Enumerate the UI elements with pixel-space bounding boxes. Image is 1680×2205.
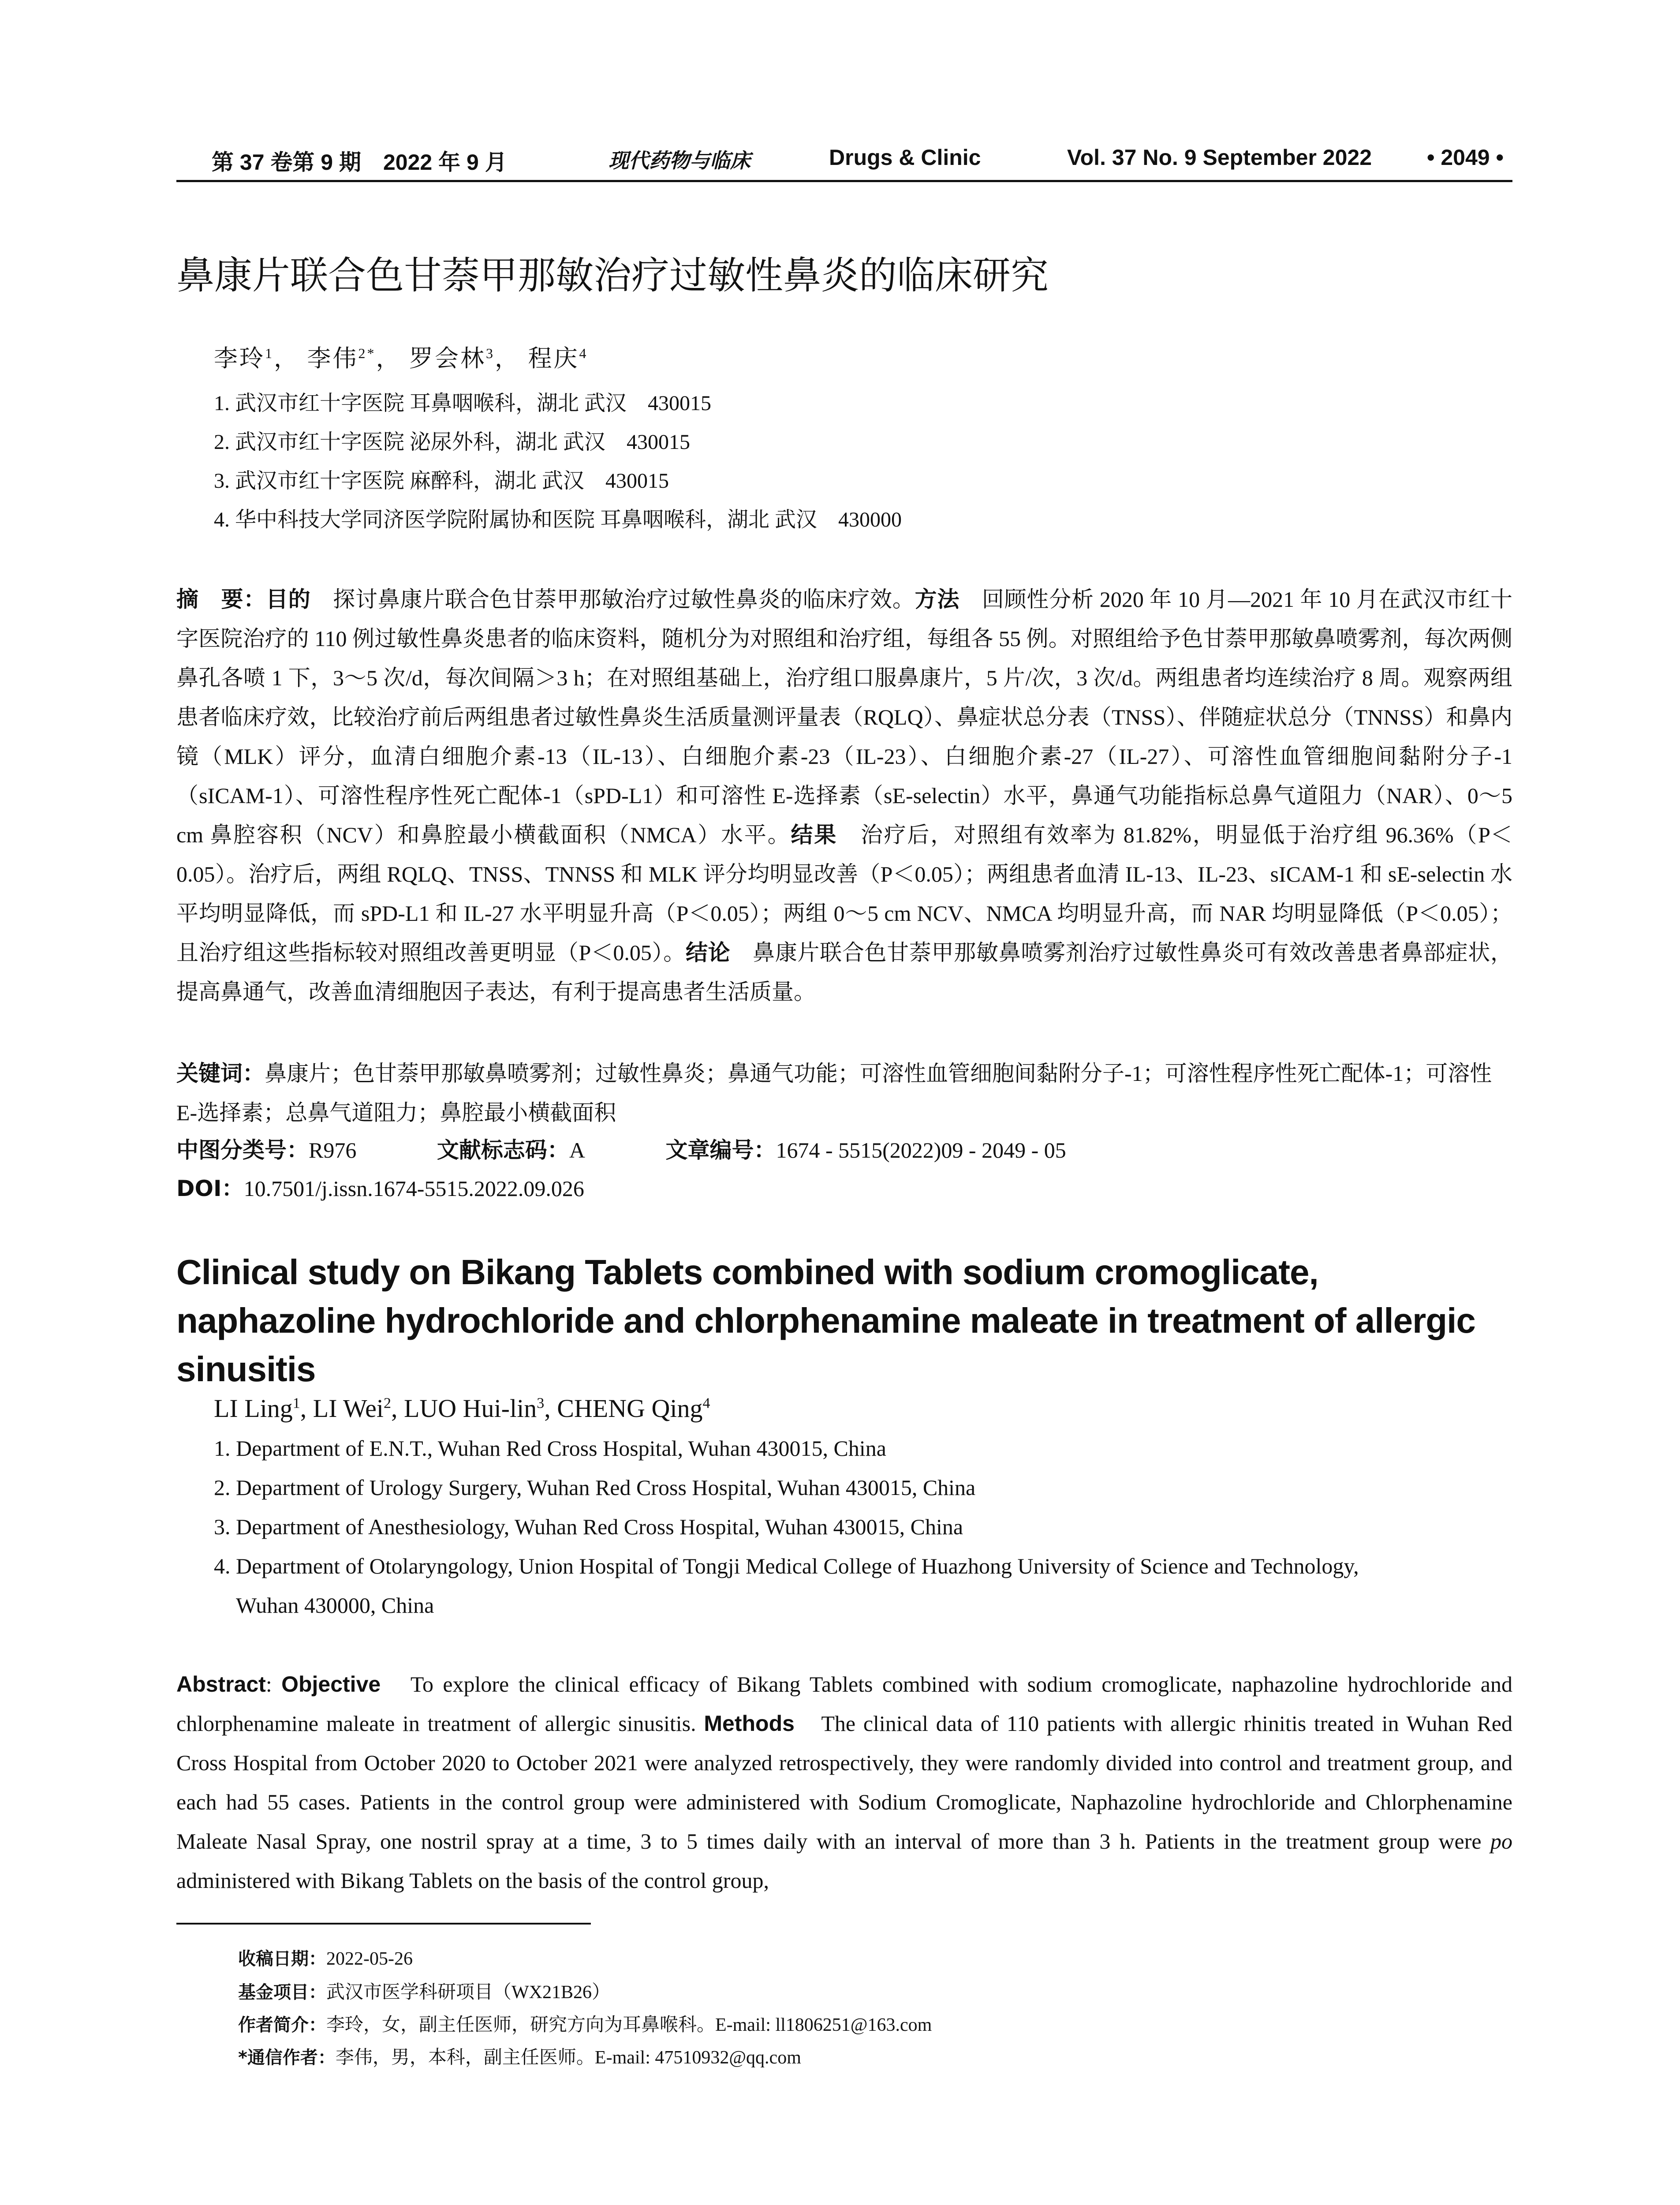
author-name: LI Wei [313, 1394, 384, 1423]
abstract-label: Abstract [176, 1672, 266, 1697]
doi-line [176, 1171, 584, 1203]
footnote-text: 武汉市医学科研项目（WX21B26） [326, 1982, 610, 2003]
author-affiliation-mark: 2 [383, 1395, 391, 1412]
author-name: 罗会林 [409, 345, 486, 372]
conclusion-label: 结论 [685, 940, 731, 965]
abstract-label: 摘 要： [176, 587, 266, 612]
article-title-cn: 鼻康片联合色甘萘甲那敏治疗过敏性鼻炎的临床研究 [176, 254, 1049, 298]
affiliation-list-cn [214, 386, 902, 541]
keywords-label: 关键词： [176, 1061, 265, 1086]
results-label: 结果 [791, 822, 838, 848]
methods-label: 方法 [915, 587, 960, 612]
objective-text: To explore the clinical efficacy of Bikang Tablets combined with sodium cromoglicate, naphazoline hydrochloride and chlorphenamine maleate in treatment of allergic sinusitis. [176, 1672, 1512, 1736]
doi-label: DOI： [176, 1176, 244, 1201]
issue-info-cn: 第 37 卷第 9 期 2022 年 9 月 [212, 150, 507, 175]
affiliation-item: 2. Department of Urology Surgery, Wuhan Red Cross Hospital, Wuhan 430015, China [214, 1475, 976, 1500]
affiliation-item: 1. Department of E.N.T., Wuhan Red Cross Hospital, Wuhan 430015, China [214, 1436, 886, 1461]
volume-info-en: Vol. 37 No. 9 September 2022 [1067, 145, 1372, 170]
objective-label: Objective [281, 1672, 381, 1697]
footnote-corresponding [238, 2043, 932, 2075]
affiliation-item: 4. Department of Otolaryngology, Union Hospital of Tongji Medical College of Huazhong University of Science and Technology, [214, 1554, 1359, 1578]
methods-text-tail: administered with Bikang Tablets on the basis of the control group, [176, 1868, 769, 1893]
author-affiliation-mark: 2* [358, 345, 376, 361]
clc-label: 中图分类号： [176, 1137, 309, 1163]
abstract-cn [176, 580, 1512, 1012]
article-number-value: 1674 - 5515(2022)09 - 2049 - 05 [776, 1138, 1066, 1162]
footnote-label: 收稿日期： [238, 1949, 326, 1969]
affiliation-item: 1. 武汉市红十字医院 耳鼻咽喉科，湖北 武汉 430015 [214, 392, 712, 415]
footnotes [238, 1945, 932, 2075]
doi-link[interactable]: 10.7501/j.issn.1674-5515.2022.09.026 [243, 1176, 584, 1201]
methods-label: Methods [704, 1711, 795, 1736]
footnote-divider [176, 1923, 591, 1925]
affiliation-item: 4. 华中科技大学同济医学院附属协和医院 耳鼻咽喉科，湖北 武汉 430000 [214, 508, 902, 531]
author-name: 李伟 [307, 345, 358, 372]
footnote-text: 李玲，女，副主任医师，研究方向为耳鼻喉科。E-mail: ll1806251@163.com [326, 2015, 932, 2035]
page-number: • 2049 • [1426, 145, 1504, 170]
running-head [176, 140, 1512, 182]
results-text: 治疗后，对照组有效率为 81.82%，明显低于治疗组 96.36%（P＜0.05）。治疗后，两组 RQLQ、TNSS、TNNSS 和 MLK 评分均明显改善（P＜0.05）；两组患者血清 IL-13、IL-23、sICAM-1 和 sE-selectin 水平均明显降低，而 sPD-L1 和 IL-27 水平明显升高（P＜0.05）；两组 0～5 cm NCV、NMCA 均明显升高，而 NAR 均明显降低（P＜0.05）；且治疗组这些指标较对照组改善更明显（P＜0.05）。 [176, 822, 1512, 965]
classification-line [176, 1132, 1141, 1164]
affiliation-item: 3. 武汉市红十字医院 麻醉科，湖北 武汉 430015 [214, 469, 669, 493]
journal-name-cn: 现代药物与临床 [609, 149, 750, 172]
keywords-text: 鼻康片；色甘萘甲那敏鼻喷雾剂；过敏性鼻炎；鼻通气功能；可溶性血管细胞间黏附分子-1；可溶性程序性死亡配体-1；可溶性 E-选择素；总鼻气道阻力；鼻腔最小横截面积 [176, 1061, 1492, 1125]
author-list-en: LI Ling$^1$, LI Wei$^2$, LUO Hui-lin$^3$, CHENG Qing$^4$ [214, 1394, 710, 1423]
doc-code-value: A [569, 1138, 585, 1162]
author-name: 李玲 [214, 345, 265, 372]
author-affiliation-mark: 3 [486, 345, 495, 361]
methods-text: 回顾性分析 2020 年 10 月—2021 年 10 月在武汉市红十字医院治疗的 110 例过敏性鼻炎患者的临床资料，随机分为对照组和治疗组，每组各 55 例。对照组给予色甘萘甲那敏鼻喷雾剂，每次两侧鼻孔各喷 1 下，3～5 次/d，每次间隔＞3 h；在对照组基础上，治疗组口服鼻康片，5 片/次，3 次/d。两组患者均连续治疗 8 周。观察两组患者临床疗效，比较治疗前后两组患者过敏性鼻炎生活质量测评量表（RQLQ）、鼻症状总分表（TNSS）、伴随症状总分（TNNSS）和鼻内镜（MLK）评分，血清白细胞介素-13（IL-13）、白细胞介素-23（IL-23）、白细胞介素-27（IL-27）、可溶性血管细胞间黏附分子-1（sICAM-1）、可溶性程序性死亡配体-1（sPD-L1）和可溶性 E-选择素（sE-selectin）水平，鼻通气功能指标总鼻气道阻力（NAR）、0～5 cm 鼻腔容积（NCV）和鼻腔最小横截面积（NMCA）水平。 [176, 587, 1513, 847]
affiliation-item-continued: Wuhan 430000, China [236, 1593, 434, 1618]
article-title-en: Clinical study on Bikang Tablets combined with sodium cromoglicate, naphazoline hydrochloride and chlorphenamine maleate in treatment of allergic sinusitis [176, 1252, 1475, 1389]
footnote-label: 作者简介： [238, 2015, 326, 2035]
methods-text: The clinical data of 110 patients with allergic rhinitis treated in Wuhan Red Cross Hospital from October 2020 to October 2021 were analyzed retrospectively, they were randomly divided into control and treatment group, and each had 55 cases. Patients in the control group were administered with Sodium Cromoglicate, Naphazoline hydrochloride and Chlorphenamine Maleate Nasal Spray, one nostril spray at a time, 3 to 5 times daily with an interval of more than 3 h. Patients in the treatment group were [176, 1711, 1512, 1854]
author-affiliation-mark: 4 [579, 345, 588, 361]
doc-code-label: 文献标志码： [437, 1137, 569, 1163]
author-affiliation-mark: 3 [537, 1395, 545, 1412]
objective-text: 探讨鼻康片联合色甘萘甲那敏治疗过敏性鼻炎的临床疗效。 [310, 587, 915, 612]
author-affiliation-mark: 4 [702, 1395, 710, 1412]
footnote-text: 2022-05-26 [326, 1949, 413, 1969]
journal-name-en: Drugs & Clinic [829, 145, 981, 170]
affiliation-list-en [214, 1435, 1359, 1632]
keywords-cn [176, 1054, 1512, 1132]
article-number-label: 文章编号： [665, 1137, 776, 1163]
footnote-label: *通信作者： [238, 2048, 336, 2068]
clc-value: R976 [309, 1138, 357, 1162]
author-affiliation-mark: 1 [292, 1395, 300, 1412]
author-name: LUO Hui-lin [403, 1394, 537, 1423]
author-name: 程庆 [528, 345, 579, 372]
abstract-colon: : [265, 1672, 282, 1697]
author-affiliation-mark: 1 [265, 345, 274, 361]
author-name: CHENG Qing [557, 1394, 703, 1423]
footnote-received [238, 1945, 932, 1977]
author-list-cn: 李玲$^1$， 李伟$^{2*}$， 罗会林$^3$， 程庆$^4$ [214, 345, 588, 372]
affiliation-item: 3. Department of Anesthesiology, Wuhan Red Cross Hospital, Wuhan 430015, China [214, 1514, 963, 1539]
footnote-text: 李伟，男，本科，副主任医师。E-mail: 47510932@qq.com [335, 2048, 801, 2068]
author-name: LI Ling [214, 1394, 293, 1423]
affiliation-item: 2. 武汉市红十字医院 泌尿外科，湖北 武汉 430015 [214, 430, 691, 454]
po-abbreviation: po [1490, 1829, 1512, 1854]
objective-label: 目的 [265, 587, 311, 612]
footnote-funding [238, 1977, 932, 2010]
abstract-en [176, 1665, 1512, 1900]
footnote-author-bio [238, 2010, 932, 2043]
footnote-label: 基金项目： [238, 1982, 326, 2003]
conclusion-text: 鼻康片联合色甘萘甲那敏鼻喷雾剂治疗过敏性鼻炎可有效改善患者鼻部症状，提高鼻通气，改善血清细胞因子表达，有利于提高患者生活质量。 [176, 940, 1513, 1004]
